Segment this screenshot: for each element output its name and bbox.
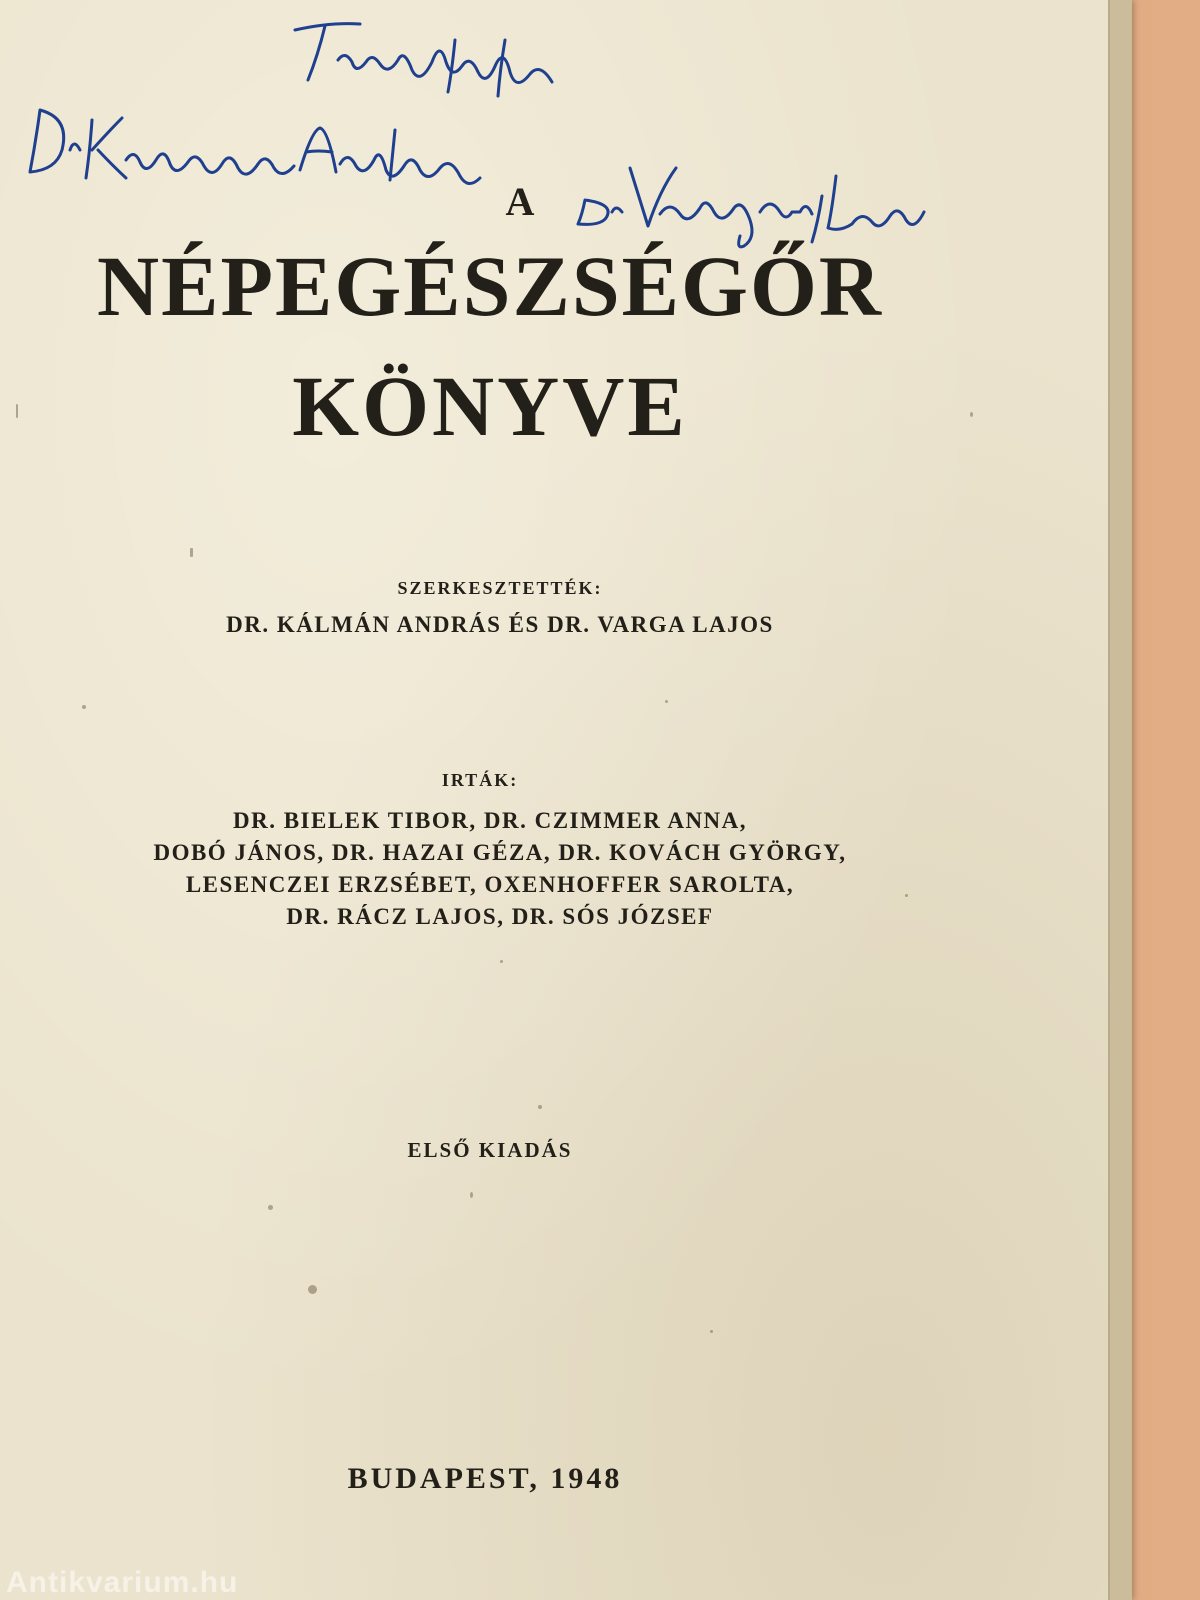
paper-speck	[308, 1285, 317, 1294]
author-line: LESENCZEI ERZSÉBET, OXENHOFFER SAROLTA,	[185, 872, 795, 897]
paper-speck	[665, 700, 668, 703]
watermark: Antikvarium.hu	[6, 1566, 239, 1599]
paper-speck	[538, 1105, 542, 1109]
paper-speck	[268, 1205, 273, 1210]
page-title-line-2: KÖNYVE	[292, 358, 688, 454]
paper-speck	[710, 1330, 713, 1333]
editors-label: SZERKESZTETTÉK:	[397, 578, 603, 598]
paper-speck	[500, 960, 503, 963]
paper-speck	[190, 548, 193, 557]
title-article: A	[505, 179, 535, 224]
authors-label: IRTÁK:	[441, 770, 519, 790]
editors-names: DR. KÁLMÁN ANDRÁS ÉS DR. VARGA LAJOS	[226, 612, 774, 637]
author-line: DR. RÁCZ LAJOS, DR. SÓS JÓZSEF	[286, 904, 714, 929]
author-line: DOBÓ JÁNOS, DR. HAZAI GÉZA, DR. KOVÁCH GYÖRGY,	[153, 840, 847, 865]
page-title: NÉPEGÉSZSÉGŐR	[97, 238, 883, 334]
edition-label: ELSŐ KIADÁS	[407, 1138, 573, 1162]
imprint: BUDAPEST, 1948	[347, 1462, 623, 1495]
paper-speck	[470, 1192, 473, 1198]
paper-speck	[82, 705, 86, 709]
author-line: DR. BIELEK TIBOR, DR. CZIMMER ANNA,	[232, 808, 748, 833]
